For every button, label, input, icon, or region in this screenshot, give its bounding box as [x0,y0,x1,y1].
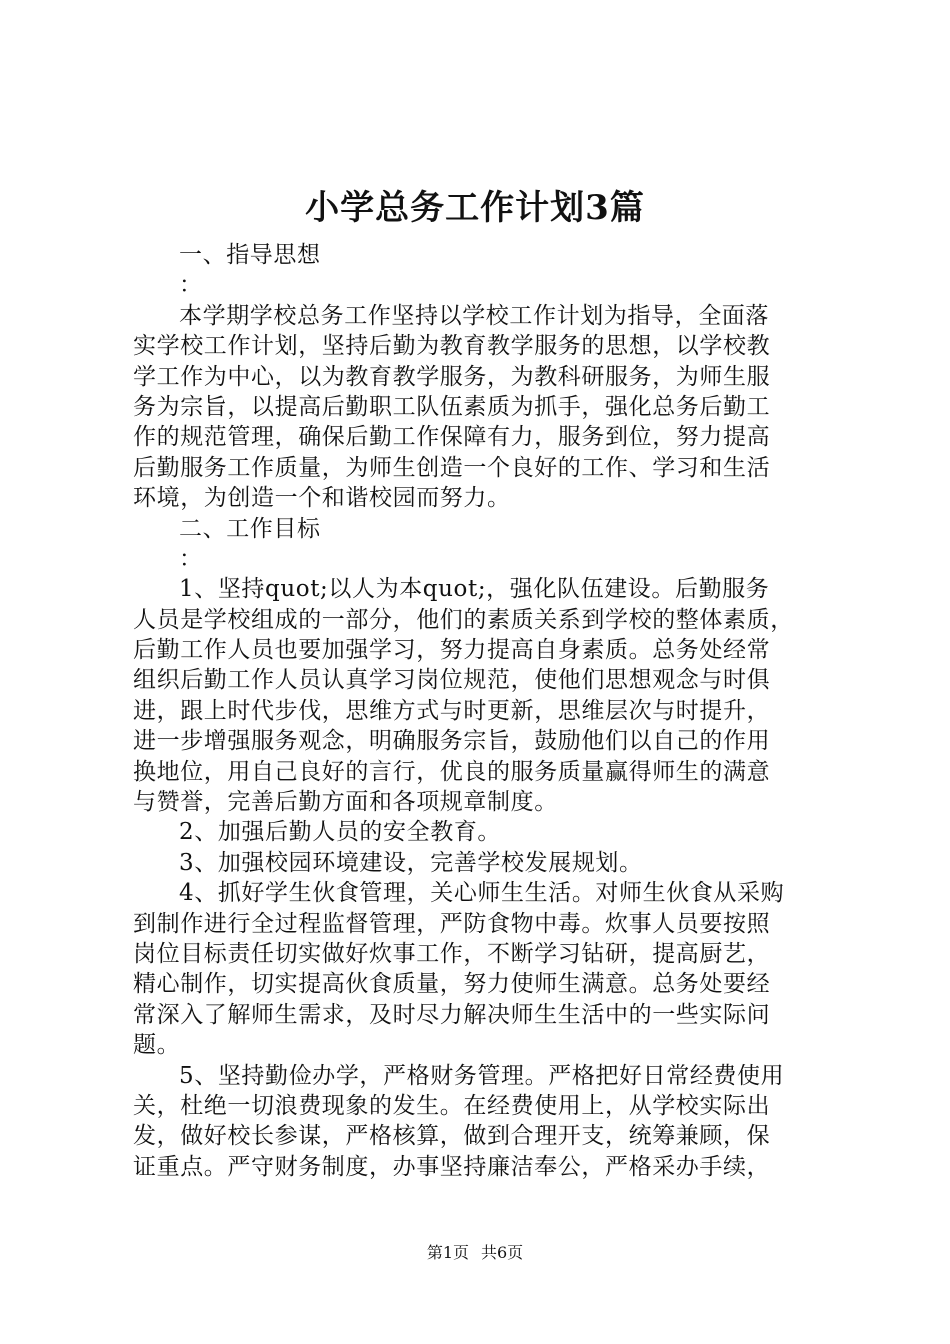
text-line: 2、加强后勤人员的安全教育。 [179,819,502,846]
text-line: 1、坚持quot;以人为本quot;，强化队伍建设。后勤服务 [179,576,770,603]
text-line: 与赞誉，完善后勤方面和各项规章制度。 [133,789,558,816]
text-line: 后勤服务工作质量，为师生创造一个良好的工作、学习和生活 [133,454,771,481]
text-line: 环境，为创造一个和谐校园而努力。 [133,485,511,512]
text-line: 作的规范管理，确保后勤工作保障有力，服务到位，努力提高 [133,424,771,451]
text-line: ： [179,272,203,299]
text-line: 进一步增强服务观念，明确服务宗旨，鼓励他们以自己的作用 [133,728,771,755]
text-line: ： [179,545,203,572]
text-line: 本学期学校总务工作坚持以学校工作计划为指导，全面落 [179,302,769,329]
text-line: 到制作进行全过程监督管理，严防食物中毒。炊事人员要按照 [133,910,771,937]
text-line: 关，杜绝一切浪费现象的发生。在经费使用上，从学校实际出 [133,1092,771,1119]
page-footer [0,1243,950,1263]
text-line: 证重点。严守财务制度，办事坚持廉洁奉公，严格采办手续， [133,1153,771,1180]
text-line: 进，跟上时代步伐，思维方式与时更新，思维层次与时提升， [133,697,771,724]
text-line: 4、抓好学生伙食管理，关心师生生活。对师生伙食从采购 [179,880,785,907]
text-line: 5、坚持勤俭办学，严格财务管理。严格把好日常经费使用 [179,1062,785,1089]
document-body [133,240,833,1182]
document-title: 小学总务工作计划3篇 [305,188,645,228]
text-line: 岗位目标责任切实做好炊事工作，不断学习钻研，提高厨艺， [133,940,771,967]
text-line: 务为宗旨，以提高后勤职工队伍素质为抓手，强化总务后勤工 [133,393,771,420]
page-total: 共6页 [481,1243,524,1262]
text-line: 后勤工作人员也要加强学习，努力提高自身素质。总务处经常 [133,637,771,664]
text-line: 二、工作目标 [179,515,321,542]
page-number: 第1页 [426,1243,469,1262]
text-line: 实学校工作计划，坚持后勤为教育教学服务的思想，以学校教 [133,333,771,360]
text-line: 3、加强校园环境建设，完善学校发展规划。 [179,849,643,876]
text-line: 精心制作，切实提高伙食质量，努力使师生满意。总务处要经 [133,971,771,998]
text-line: 一、指导思想 [179,242,321,268]
text-line: 学工作为中心，以为教育教学服务，为教科研服务，为师生服 [133,363,771,390]
text-line: 人员是学校组成的一部分，他们的素质关系到学校的整体素质， [133,606,794,633]
text-line: 组织后勤工作人员认真学习岗位规范，使他们思想观念与时俱 [133,667,771,694]
text-line: 换地位，用自己良好的言行，优良的服务质量赢得师生的满意 [133,758,771,785]
text-line: 发，做好校长参谋，严格核算，做到合理开支，统筹兼顾，保 [133,1123,771,1150]
text-line: 常深入了解师生需求，及时尽力解决师生生活中的一些实际问 [133,1001,771,1028]
text-line: 题。 [133,1032,181,1059]
